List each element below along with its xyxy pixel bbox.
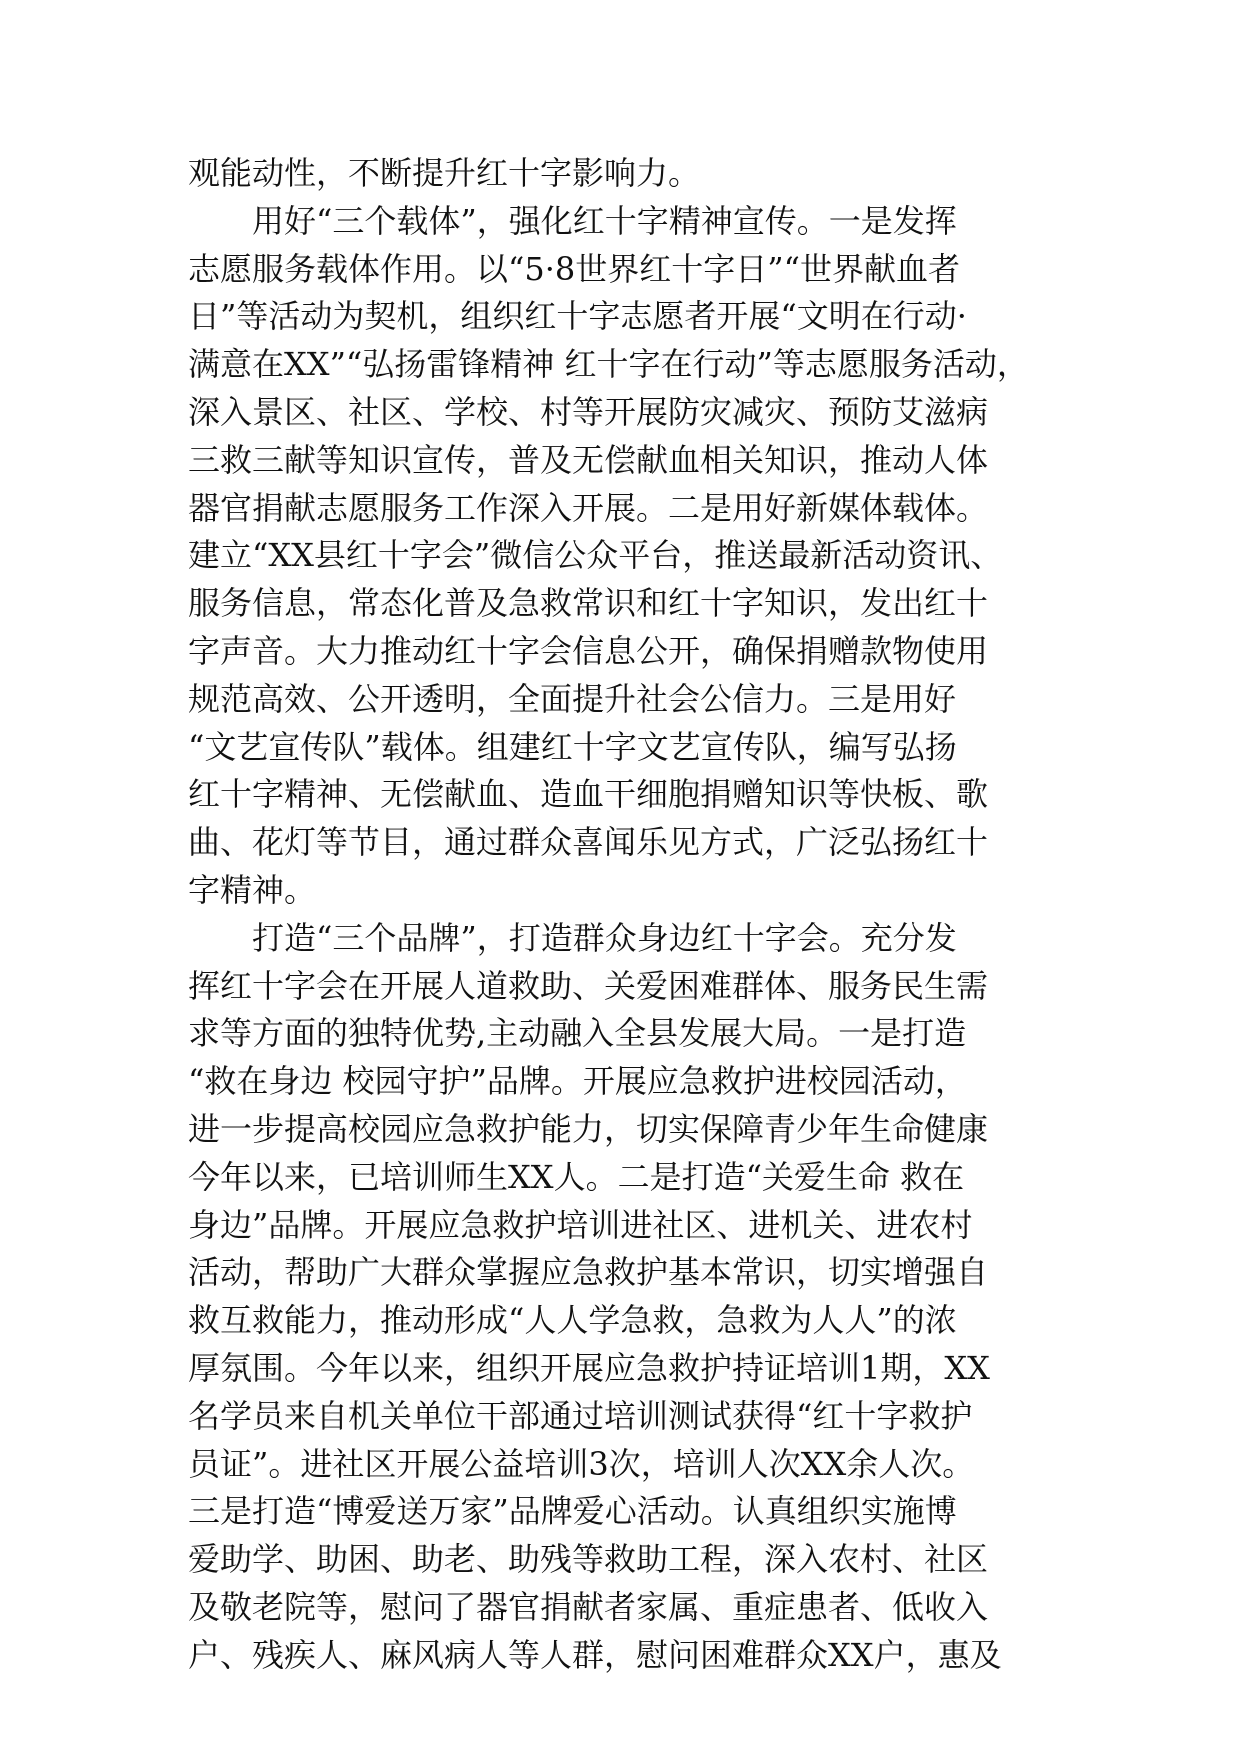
text-line: 建立“XX县红十字会”微信公众平台，推送最新活动资讯、 xyxy=(188,536,1003,575)
text-line: 字声音。大力推动红十字会信息公开，确保捐赠款物使用 xyxy=(188,631,989,670)
text-line: 身边”品牌。开展应急救护培训进社区、进机关、进农村 xyxy=(188,1205,973,1244)
text-line: 挥红十字会在开展人道救助、关爱困难群体、服务民生需 xyxy=(188,966,989,1005)
text-line: 员证”。进社区开展公益培训3次，培训人次XX余人次。 xyxy=(188,1444,975,1483)
text-line: “救在身边 校园守护”品牌。开展应急救护进校园活动， xyxy=(188,1062,967,1101)
text-line: 规范高效、公开透明，全面提升社会公信力。三是用好 xyxy=(188,679,957,718)
text-line: 爱助学、助困、助老、助残等救助工程，深入农村、社区 xyxy=(188,1540,989,1579)
body-text xyxy=(188,150,1068,1680)
text-line: 深入景区、社区、学校、村等开展防灾减灾、预防艾滋病 xyxy=(188,392,989,431)
text-line: 字精神。 xyxy=(188,870,317,909)
text-line: 器官捐献志愿服务工作深入开展。二是用好新媒体载体。 xyxy=(188,488,989,527)
paragraph-start-line: 用好“三个载体”，强化红十字精神宣传。一是发挥 xyxy=(188,201,957,240)
text-line: 服务信息，常态化普及急救常识和红十字知识，发出红十 xyxy=(188,584,989,623)
text-line: 救互救能力，推动形成“人人学急救，急救为人人”的浓 xyxy=(188,1301,957,1340)
text-line: “文艺宣传队”载体。组建红十字文艺宣传队，编写弘扬 xyxy=(188,727,957,766)
text-line: 今年以来，已培训师生XX人。二是打造“关爱生命 救在 xyxy=(188,1157,965,1196)
text-line: 求等方面的独特优势,主动融入全县发展大局。一是打造 xyxy=(188,1014,967,1053)
text-line: 红十字精神、无偿献血、造血干细胞捐赠知识等快板、歌 xyxy=(188,775,989,814)
text-line: 满意在XX”“弘扬雷锋精神 红十字在行动”等志愿服务活动， xyxy=(188,345,1029,384)
text-line: 厚氛围。今年以来，组织开展应急救护持证培训1期，XX xyxy=(188,1348,990,1387)
text-line: 户、残疾人、麻风病人等人群，慰问困难群众XX户，惠及 xyxy=(188,1635,1002,1674)
text-line: 及敬老院等，慰问了器官捐献者家属、重症患者、低收入 xyxy=(188,1587,989,1626)
text-line: 志愿服务载体作用。以“5·8世界红十字日”“世界献血者 xyxy=(188,249,960,288)
text-line: 名学员来自机关单位干部通过培训测试获得“红十字救护 xyxy=(188,1396,973,1435)
text-line: 三救三献等知识宣传，普及无偿献血相关知识，推动人体 xyxy=(188,440,989,479)
text-line: 进一步提高校园应急救护能力，切实保障青少年生命健康 xyxy=(188,1109,989,1148)
text-line: 日”等活动为契机，组织红十字志愿者开展“文明在行动· xyxy=(188,297,967,336)
text-line: 三是打造“博爱送万家”品牌爱心活动。认真组织实施博 xyxy=(188,1492,957,1531)
paragraph-start-line: 打造“三个品牌”，打造群众身边红十字会。充分发 xyxy=(188,918,957,957)
text-line: 观能动性，不断提升红十字影响力。 xyxy=(188,154,701,192)
text-line: 活动，帮助广大群众掌握应急救护基本常识，切实增强自 xyxy=(188,1253,989,1292)
text-line: 曲、花灯等节目，通过群众喜闻乐见方式，广泛弘扬红十 xyxy=(188,823,989,862)
